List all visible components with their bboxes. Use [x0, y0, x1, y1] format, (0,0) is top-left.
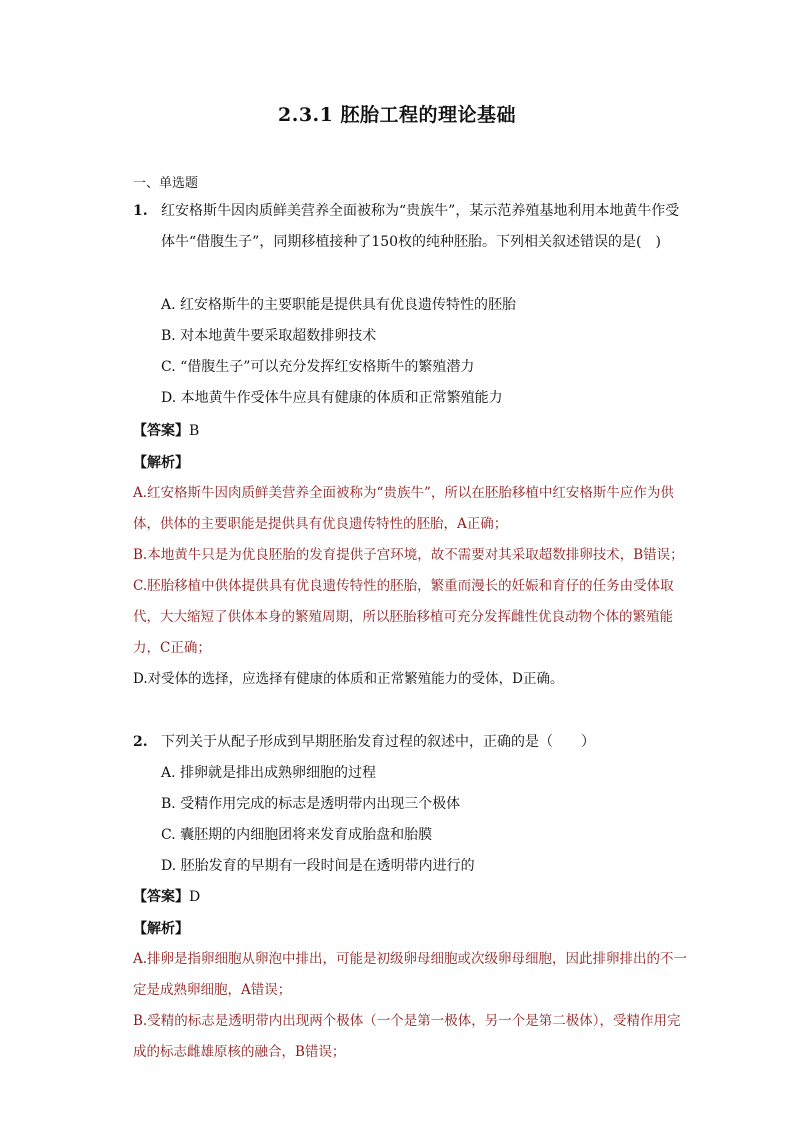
option-c: C. 囊胚期的内细胞团将来发育成胎盘和胎膜 [161, 827, 433, 843]
question-2 [133, 727, 693, 758]
answer-line [133, 420, 199, 440]
option-b: B. 对本地黄牛要采取超数排卵技术 [161, 328, 377, 344]
option-d: D. 本地黄牛作受体牛应具有健康的体质和正常繁殖能力 [161, 390, 503, 406]
option-c: C. “借腹生子”可以充分发挥红安格斯牛的繁殖潜力 [161, 359, 475, 375]
option-a: A. 红安格斯牛的主要职能是提供具有优良遗传特性的胚胎 [161, 297, 517, 313]
answer-label: 【答案】 [133, 423, 189, 439]
analysis-c: C.胚胎移植中供体提供具有优良遗传特性的胚胎，繁重而漫长的妊娠和育仔的任务由受体取代，大大缩短了供体本身的繁殖周期，所以胚胎移植可充分发挥雌性优良动物个体的繁殖能力，C正确； [133, 578, 674, 656]
answer-value: B [189, 423, 200, 439]
analysis-label: 【解析】 [133, 455, 189, 471]
option-b: B. 受精作用完成的标志是透明带内出现三个极体 [161, 796, 461, 812]
analysis-b: B.本地黄牛只是为优良胚胎的发育提供子宫环境，故不需要对其采取超数排卵技术，B错误； [133, 547, 684, 563]
question-number: 2. [133, 734, 148, 750]
question-text: 红安格斯牛因肉质鲜美营养全面被称为“贵族牛”，某示范养殖基地利用本地黄牛作受体牛“借腹生子”，同期移植接种了150枚的纯种胚胎。下列相关叙述错误的是( ) [161, 203, 680, 250]
answer-value: D [189, 889, 201, 905]
question-2-options [161, 758, 681, 882]
analysis-a: A.排卵是指卵细胞从卵泡中排出，可能是初级卵母细胞或次级卵母细胞，因此排卵排出的不一定是成熟卵细胞，A错误； [133, 951, 688, 998]
analysis-d: D.对受体的选择，应选择有健康的体质和正常繁殖能力的受体，D正确。 [133, 671, 564, 687]
analysis-text [133, 478, 693, 695]
section-heading: 一、单选题 [133, 176, 199, 191]
analysis-b: B.受精的标志是透明带内出现两个极体（一个是第一极体，另一个是第二极体），受精作用完成的标志雌雄原核的融合，B错误； [133, 1013, 681, 1060]
option-d: D. 胚胎发育的早期有一段时间是在透明带内进行的 [161, 858, 475, 874]
analysis-label: 【解析】 [133, 921, 189, 937]
question-text: 下列关于从配子形成到早期胚胎发育过程的叙述中，正确的是（ ） [161, 734, 595, 750]
answer-label: 【答案】 [133, 889, 189, 905]
page-title: 2.3.1 胚胎工程的理论基础 [277, 104, 516, 126]
analysis-text [133, 944, 693, 1068]
question-number: 1. [133, 203, 148, 219]
analysis-a: A.红安格斯牛因肉质鲜美营养全面被称为“贵族牛”，所以在胚胎移植中红安格斯牛应作为供体，供体的主要职能是提供具有优良遗传特性的胚胎，A正确； [133, 485, 674, 532]
option-a: A. 排卵就是排出成熟卵细胞的过程 [161, 765, 377, 781]
question-1-options [161, 290, 681, 414]
answer-line [133, 886, 200, 906]
question-1 [133, 196, 693, 258]
